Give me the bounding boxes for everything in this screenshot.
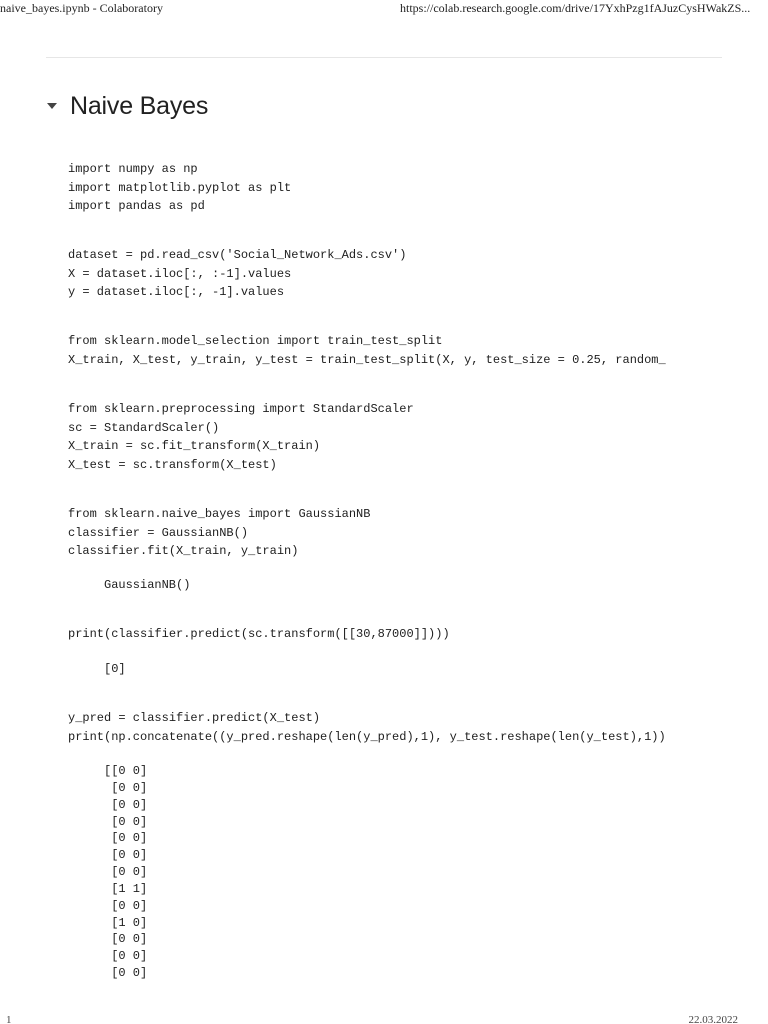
caret-down-icon[interactable] — [40, 94, 64, 118]
print-header — [0, 0, 768, 16]
code-line: import pandas as pd — [68, 199, 205, 214]
code-line: X_train, X_test, y_train, y_test = train_test_split(X, y, test_size = 0.25, random_ — [68, 352, 666, 367]
code-line: X_train = sc.fit_transform(X_train) — [68, 439, 321, 454]
code-cell-dataset[interactable] — [68, 246, 728, 302]
code-cell-split[interactable] — [68, 332, 728, 369]
document-url: https://colab.research.google.com/drive/17YxhPzg1fAJuzCysHWakZS... — [400, 1, 751, 15]
output-line: GaussianNB() — [104, 578, 191, 592]
output-line: [0 0] — [104, 780, 148, 795]
output-line: [0 0] — [104, 966, 148, 981]
output-line: [0 0] — [104, 814, 148, 829]
output-line: [[0 0] — [104, 764, 148, 778]
code-line: from sklearn.preprocessing import StandardScaler — [68, 402, 414, 416]
cell-output-train — [104, 577, 190, 594]
code-line: classifier.fit(X_train, y_train) — [68, 544, 299, 559]
output-line: [1 0] — [104, 915, 148, 930]
code-cell-train[interactable] — [68, 505, 728, 561]
cell-output-predictions — [104, 763, 147, 982]
section-title: Naive Bayes — [70, 91, 209, 120]
code-line: sc = StandardScaler() — [68, 420, 220, 435]
section-header — [40, 88, 208, 124]
output-line: [1 1] — [104, 881, 148, 896]
code-line: from sklearn.naive_bayes import GaussianNB — [68, 507, 371, 521]
code-line: import matplotlib.pyplot as plt — [68, 180, 292, 195]
code-line: X = dataset.iloc[:, :-1].values — [68, 266, 292, 281]
output-line: [0 0] — [104, 797, 148, 812]
print-footer — [0, 1014, 768, 1024]
code-cell-scaling[interactable] — [68, 400, 728, 474]
document-title: naive_bayes.ipynb - Colaboratory — [0, 1, 163, 15]
code-line: y = dataset.iloc[:, -1].values — [68, 285, 285, 300]
code-line: print(np.concatenate((y_pred.reshape(len(y_pred),1), y_test.reshape(len(y_test),1)) — [68, 729, 666, 744]
code-line: import numpy as np — [68, 162, 198, 176]
code-line: from sklearn.model_selection import train_test_split — [68, 334, 443, 348]
code-line: dataset = pd.read_csv('Social_Network_Ads.csv') — [68, 248, 407, 262]
output-line: [0 0] — [104, 848, 148, 863]
code-cell-imports[interactable] — [68, 160, 728, 216]
code-line: y_pred = classifier.predict(X_test) — [68, 711, 321, 725]
output-line: [0 0] — [104, 949, 148, 964]
code-cell-predict-test[interactable] — [68, 709, 728, 746]
output-line: [0 0] — [104, 831, 148, 846]
code-cell-predict-single[interactable] — [68, 625, 728, 644]
output-line: [0] — [104, 662, 126, 676]
cell-output-predict-single — [104, 661, 126, 678]
code-line: X_test = sc.transform(X_test) — [68, 457, 277, 472]
code-line: classifier = GaussianNB() — [68, 525, 249, 540]
code-line: print(classifier.predict(sc.transform([[30,87000]]))) — [68, 627, 450, 641]
output-line: [0 0] — [104, 898, 148, 913]
output-line: [0 0] — [104, 932, 148, 947]
cell-divider — [46, 57, 722, 58]
output-line: [0 0] — [104, 865, 148, 880]
print-date: 22.03.2022 — [688, 1014, 738, 1024]
page-number: 1 — [6, 1014, 12, 1024]
